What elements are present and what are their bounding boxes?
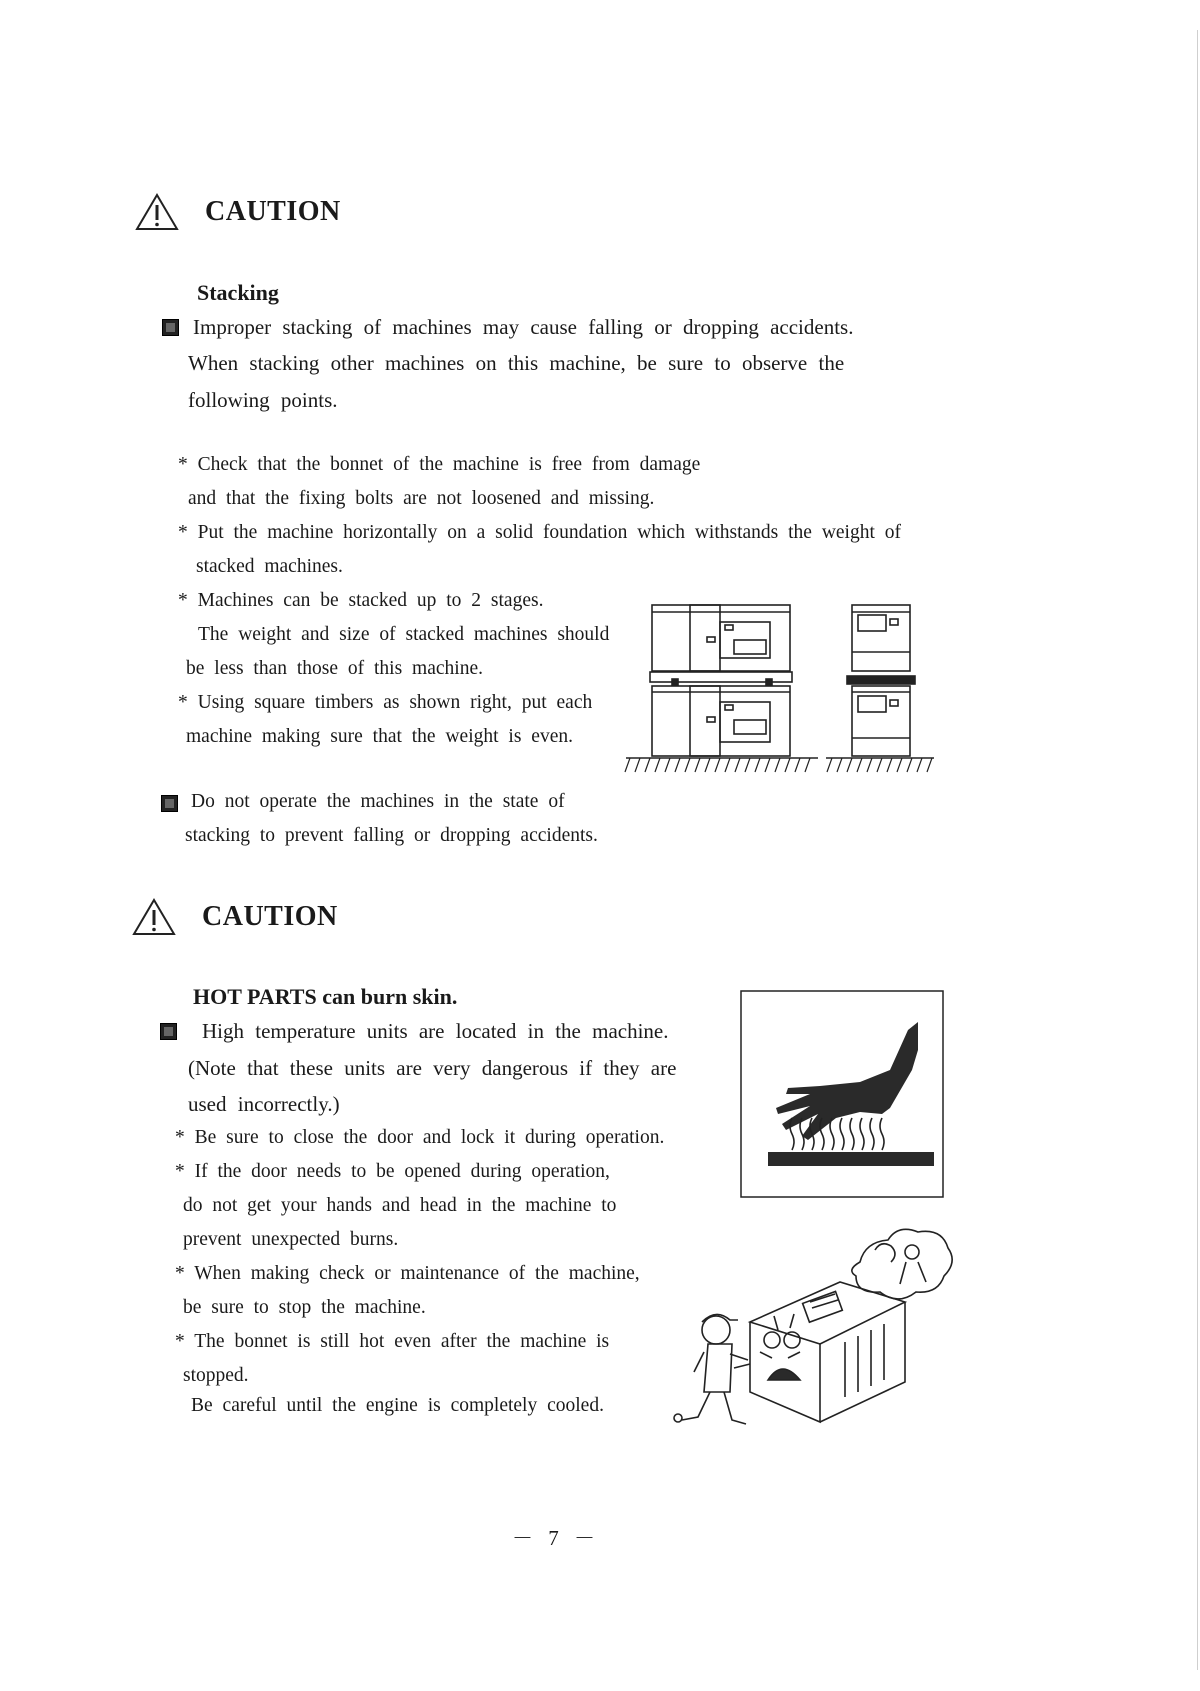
section1-heading: CAUTION	[205, 196, 341, 227]
section1-note-line: stacking to prevent falling or dropping accidents.	[185, 825, 598, 846]
section1-note-line: Do not operate the machines in the state of	[191, 791, 565, 812]
section2-intro-line: used incorrectly.)	[188, 1092, 340, 1116]
section1-intro-line: When stacking other machines on this machine, be sure to observe the	[188, 351, 845, 375]
warning-triangle-icon	[134, 192, 180, 232]
section2-point: Be careful until the engine is completely cooled.	[191, 1395, 604, 1416]
section2-point: do not get your hands and head in the machine to	[183, 1195, 617, 1216]
section2-point: * The bonnet is still hot even after the machine is	[175, 1331, 610, 1352]
section1-point: * Check that the bonnet of the machine is free from damage	[178, 454, 701, 475]
scan-edge-line	[1197, 30, 1198, 1670]
section1-point: and that the fixing bolts are not loosened and missing.	[188, 488, 655, 509]
section1-point: * Using square timbers as shown right, put each	[178, 692, 593, 713]
section2-point: * When making check or maintenance of the machine,	[175, 1263, 640, 1284]
section2-heading: CAUTION	[202, 901, 338, 932]
section2-intro-line: (Note that these units are very dangerous if they are	[188, 1056, 677, 1080]
section2-intro-line: High temperature units are located in the machine.	[202, 1019, 669, 1043]
square-bullet-icon	[160, 1023, 177, 1040]
section2-subheading: HOT PARTS can burn skin.	[193, 984, 458, 1009]
section2-point: prevent unexpected burns.	[183, 1229, 399, 1250]
section2-point: * Be sure to close the door and lock it during operation.	[175, 1127, 665, 1148]
section2-point: be sure to stop the machine.	[183, 1297, 426, 1318]
section1-point: be less than those of this machine.	[186, 658, 483, 679]
section1-intro-line: following points.	[188, 388, 338, 412]
section1-point: * Put the machine horizontally on a solid foundation which withstands the weight of	[178, 522, 902, 543]
warning-triangle-icon	[131, 897, 177, 937]
section2-point: * If the door needs to be opened during operation,	[175, 1161, 610, 1182]
section1-intro-line: Improper stacking of machines may cause falling or dropping accidents.	[193, 315, 854, 339]
section1-subheading: Stacking	[197, 280, 279, 305]
stacked-machines-illustration	[622, 600, 942, 780]
section2-point: stopped.	[183, 1365, 249, 1386]
section1-point: stacked machines.	[196, 556, 343, 577]
square-bullet-icon	[161, 795, 178, 812]
section1-point: * Machines can be stacked up to 2 stages.	[178, 590, 544, 611]
page-number: － 7 －	[512, 1526, 595, 1550]
square-bullet-icon	[162, 319, 179, 336]
hot-surface-warning-icon	[740, 990, 944, 1198]
section1-point: machine making sure that the weight is even.	[186, 726, 573, 747]
hot-machine-cartoon-illustration	[660, 1222, 960, 1442]
section1-point: The weight and size of stacked machines should	[198, 624, 610, 645]
